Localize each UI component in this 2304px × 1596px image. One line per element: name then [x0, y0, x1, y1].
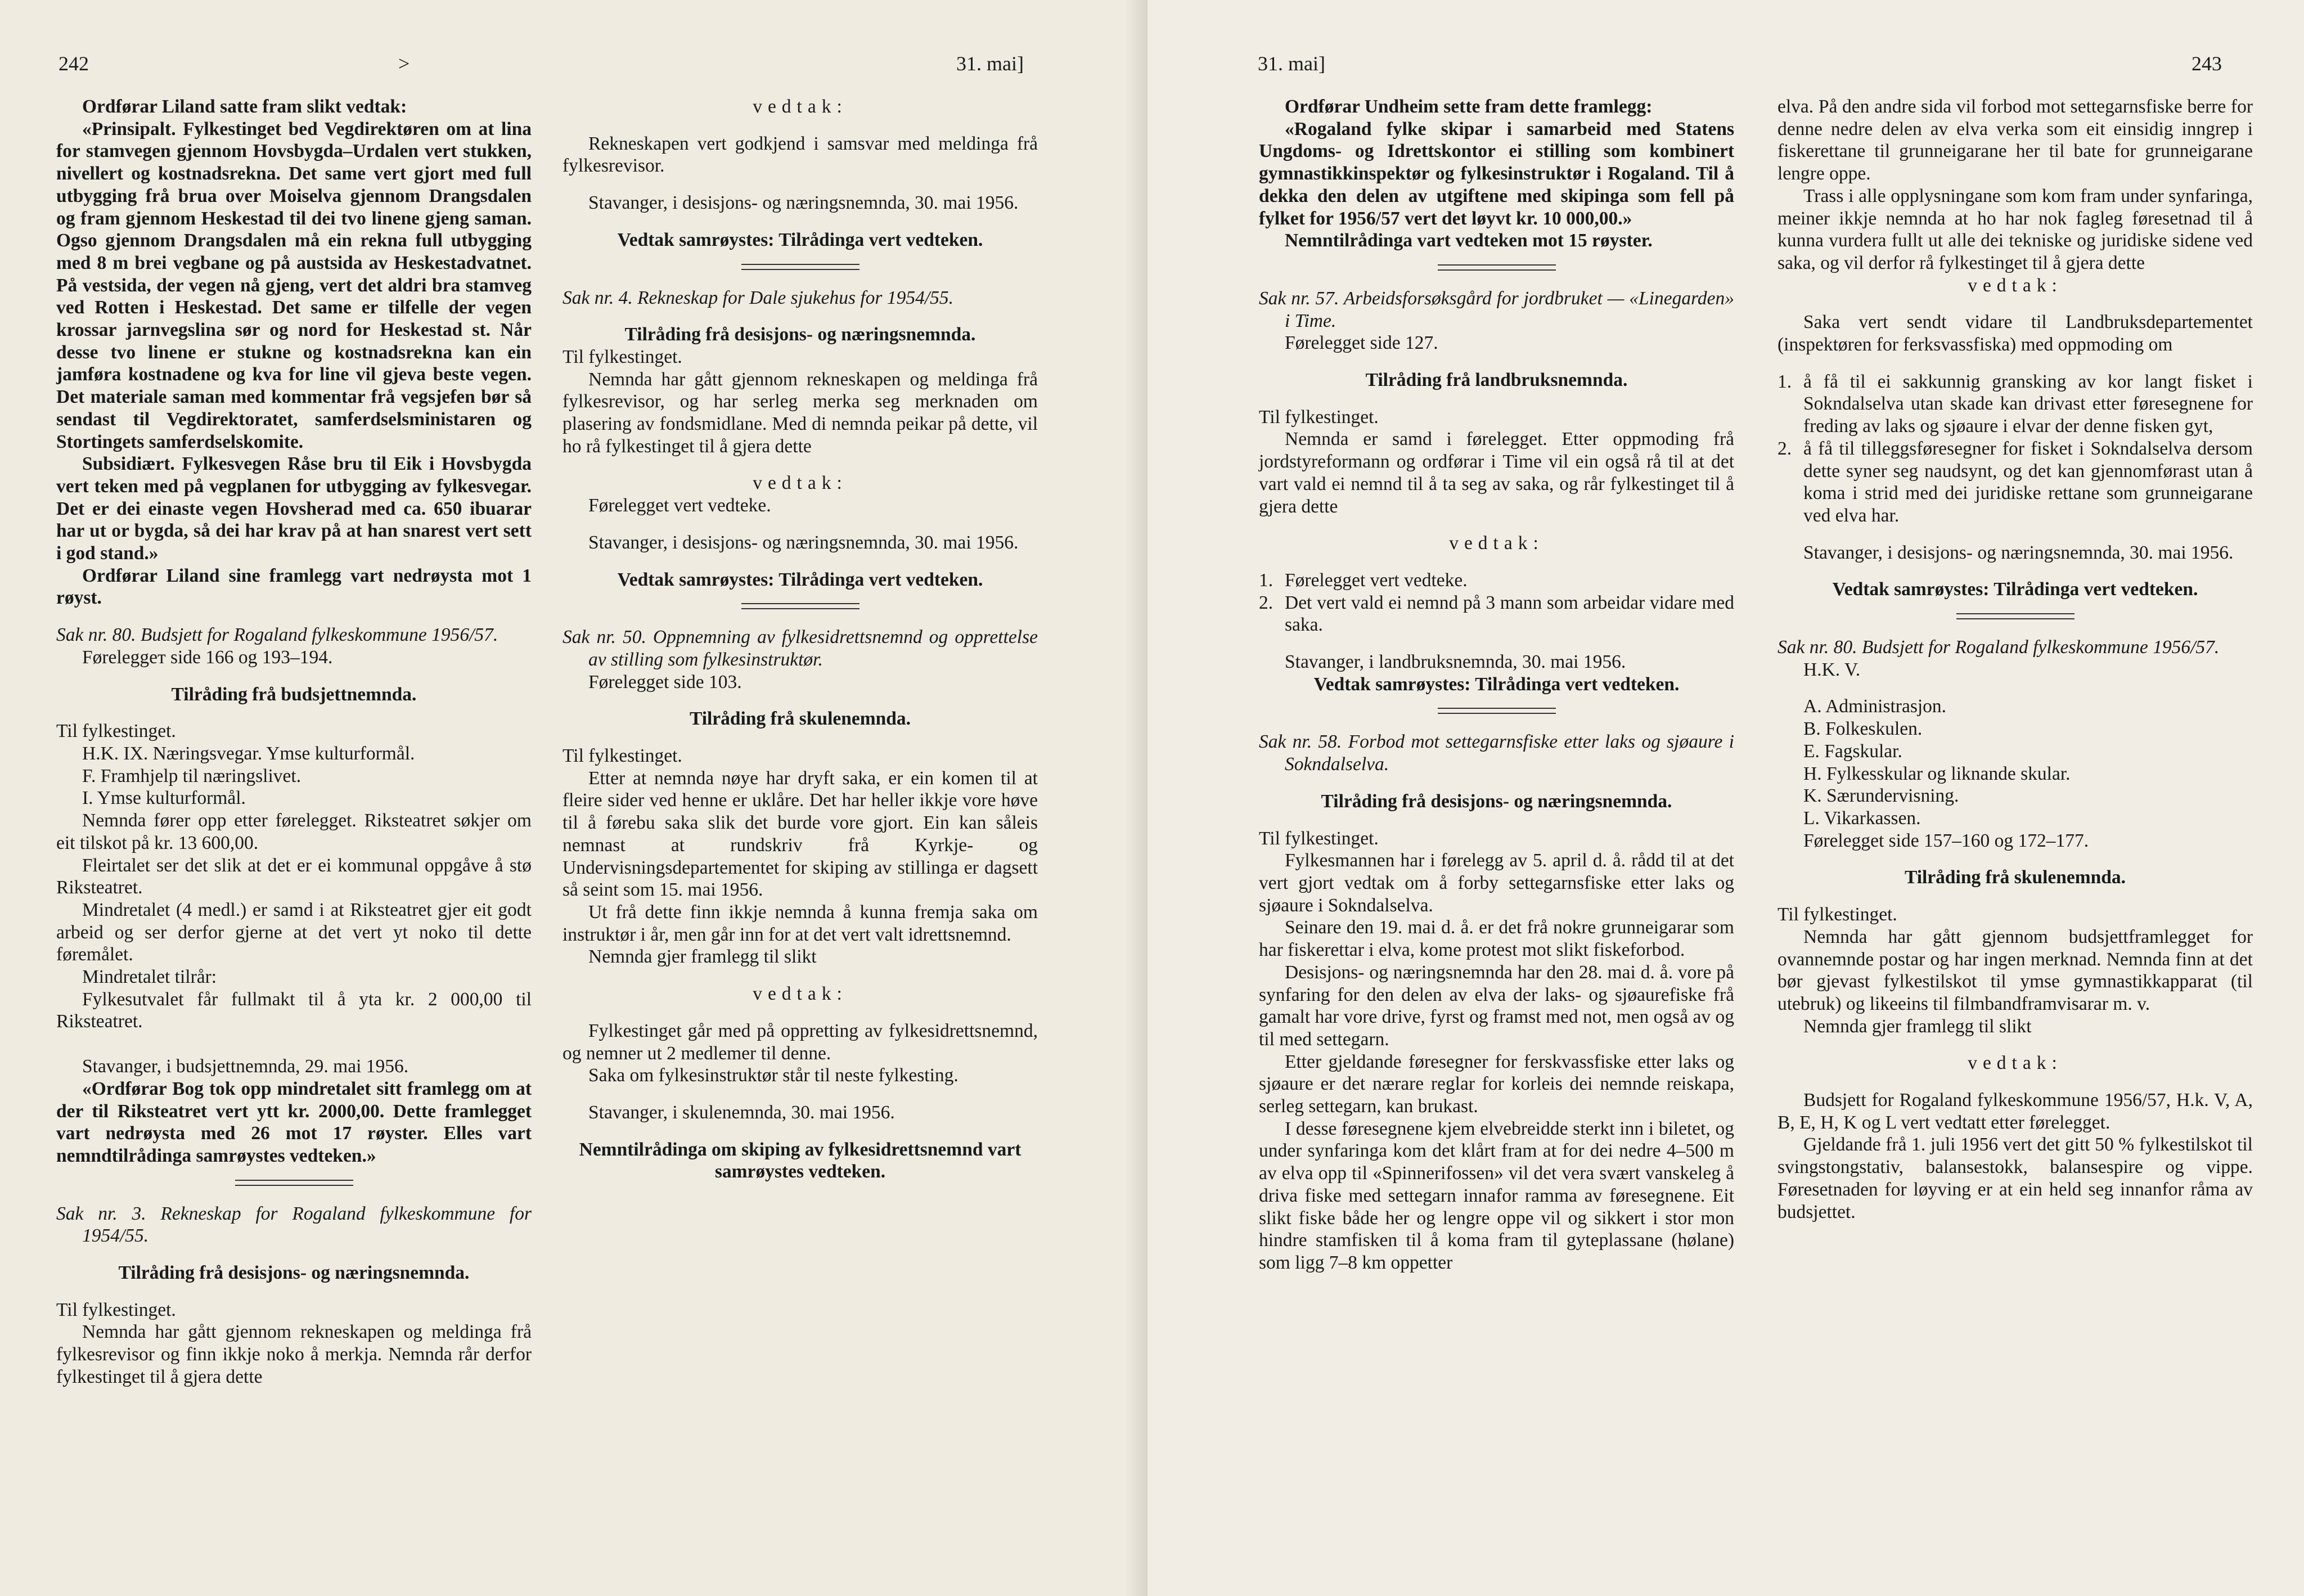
vedtak-label: vedtak:	[1449, 533, 1544, 554]
section-divider	[1956, 613, 2074, 619]
paragraph: Desisjons- og næringsnemnda har den 28. mai d. å. vore på synfaring for den delen av elva der laks- og sjøaurefiske frå gamalt har vore drive, fyrst og framst med not, men også av og til med settegarn.	[1259, 961, 1734, 1050]
right-page-column-1	[1259, 96, 1734, 1274]
paragraph: Fylkesmannen har i førelegg av 5. april d. å. rådd til at det vert gjort vedtak om å forby settegarnsfiske etter laks og sjøaure i Sokndalselva.	[1259, 850, 1734, 916]
paragraph: Saka om fylkesinstruktør står til neste fylkesting.	[588, 1065, 958, 1086]
page-number: 242	[58, 52, 89, 75]
vedtak-label: vedtak:	[1968, 1053, 2063, 1074]
paragraph: Ut frå dette finn ikkje nemnda å kunna fremja saka om instruktør i år, men går inn for at det vert valt idrettsnemnd.	[562, 901, 1038, 945]
list-number: 1.	[1259, 569, 1274, 591]
case-heading: Sak nr. 50. Oppnemning av fylkesidrettsnemnd og opprettelse av stilling som fylkesinstruktør.	[562, 627, 1038, 670]
paragraph: Føreleggeт side 166 og 193–194.	[82, 646, 333, 668]
running-header: 31. mai]	[956, 52, 1024, 75]
section-heading: Tilråding frå desisjons- og næringsnemnda.	[1321, 790, 1672, 812]
paragraph: Etter gjeldande føresegner for ferskvassfiske etter laks og sjøaure er det nærare reglar for korleis dei nemnde reiskapa, serleg settegarn, kan brukast.	[1259, 1051, 1734, 1117]
paragraph: Førelegget vert vedteke.	[588, 495, 771, 516]
list-item	[1778, 438, 2253, 527]
case-heading: Sak nr. 80. Budsjett for Rogaland fylkeskommune 1956/57.	[56, 624, 498, 646]
list-item: K. Særundervisning.	[1803, 785, 1959, 807]
signature-line: Stavanger, i desisjons- og næringsnemnda, 30. mai 1956.	[1803, 542, 2234, 563]
left-page-column-1	[56, 96, 532, 1388]
vedtak-label: vedtak:	[753, 983, 848, 1005]
case-heading: Sak nr. 58. Forbod mot settegarnsfiske etter laks og sjøaure i Sokndalselva.	[1259, 731, 1734, 775]
case-heading: Sak nr. 4. Rekneskap for Dale sjukehus for 1954/55.	[562, 287, 954, 308]
paragraph: Til fylkestinget.	[56, 1299, 176, 1320]
paragraph: Til fylkestinget.	[1259, 828, 1379, 849]
paragraph: Gjeldande frå 1. juli 1956 vert det gitt 50 % fylkestilskot til svingstongstativ, balansestokk, balansespire og vippe. Føresetnaden for løyving er at ein held seg innanfor råma av budsjettet.	[1778, 1134, 2253, 1222]
page-number: 243	[2192, 52, 2222, 75]
paragraph: Til fylkestinget.	[1778, 904, 1897, 925]
signature-line: Stavanger, i desisjons- og næringsnemnda, 30. mai 1956.	[588, 532, 1019, 553]
vedtak-label: vedtak:	[753, 96, 848, 117]
decision-line: Vedtak samrøystes: Tilrådinga vert vedteken.	[1313, 673, 1680, 695]
paragraph: Nemnda har gått gjennom budsjettframlegget for ovannemnde postar og har ingen merknad. Nemnda finn at det bør gjevast fylkestilskot til ymse gymnastikkapparat (til utebruk) og likeeins til filmbandframvisarar m. v.	[1778, 926, 2253, 1014]
page-mark: >	[398, 52, 410, 75]
list-item: B. Folkeskulen.	[1803, 718, 1923, 740]
paragraph: Førelegget side 157–160 og 172–177.	[1803, 830, 2089, 851]
section-divider	[1438, 264, 1556, 271]
paragraph: I desse føresegnene kjem elvebreidde sterkt inn i biletet, og under synfaringa kom det klårt fram at for dei nedre 4–500 m av elva opp til «Spinnerifossen» vil det vera svært vanskeleg å driva fiske med settegarn innafor ramma av føresegnene. Eit slikt fiske både her og lengre oppe vil og sikkert i stor mon hindre stamfisken til å koma fram til gyteplassane (hølane) som ligg 7–8 km oppetter	[1259, 1118, 1734, 1273]
paragraph: «Ordførar Bog tok opp mindretalet sitt framlegg om at der til Riksteatret vert ytt kr. 2000,00. Dette framlegget vart nedrøysta med 26 mot 17 røyster. Elles vart nemndtilrådinga samrøystes vedteken.»	[56, 1078, 532, 1166]
left-page	[0, 0, 1148, 1596]
signature-line: Stavanger, i budsjettnemnda, 29. mai 1956.	[82, 1056, 409, 1077]
list-text: Førelegget vert vedteke.	[1285, 569, 1468, 591]
list-text: å få til tilleggsføresegner for fisket i Sokndalselva dersom dette syner seg naudsynt, og det kan gjennomførast utan å koma i strid med dei juridiske rettane som grunneigarane ved elva har.	[1803, 438, 2253, 526]
list-item: L. Vikarkassen.	[1803, 807, 1921, 829]
paragraph: H.K. IX. Næringsvegar. Ymse kulturformål.	[82, 743, 415, 764]
decision-line: Vedtak samrøystes: Tilrådinga vert vedteken.	[1832, 579, 2198, 600]
paragraph: Førelegget side 103.	[588, 671, 742, 693]
decision-line: Vedtak samrøystes: Tilrådinga vert vedteken.	[617, 229, 983, 250]
section-heading: Tilråding frå desisjons- og næringsnemnda.	[624, 324, 976, 345]
paragraph: Ordførar Liland satte fram slikt vedtak:	[82, 96, 407, 117]
paragraph: Seinare den 19. mai d. å. er det frå nokre grunneigarar som har fiskerettar i elva, kome protest mot slikt fiskeforbod.	[1259, 917, 1734, 961]
paragraph: Nemnda fører opp etter førelegget. Riksteatret søkjer om eit tilskot på kr. 13 600,00.	[56, 810, 532, 853]
paragraph: Til fylkestinget.	[1259, 406, 1379, 428]
paragraph: elva. På den andre sida vil forbod mot settegarnsfiske berre for denne nedre delen av elva verka som eit einsidig inngrep i fiskerettane til grunneigarane her til bate for grunneigarane lengre oppe.	[1778, 96, 2253, 185]
paragraph: Nemntilrådinga vart vedteken mot 15 røyster.	[1285, 230, 1653, 251]
paragraph: Til fylkestinget.	[56, 721, 176, 742]
paragraph: Til fylkestinget.	[562, 745, 682, 767]
paragraph: «Rogaland fylke skipar i samarbeid med Statens Ungdoms- og Idrettskontor ei stilling som kombinert gymnastikkinspektør og fylkesinstruktør i Rogaland. Til å dekka den delen av utgiftene med skipinga som fell på fylket for 1956/57 vert det løyvt kr. 10 000,00.»	[1259, 118, 1734, 229]
signature-line: Stavanger, i skulenemnda, 30. mai 1956.	[588, 1102, 895, 1123]
paragraph: Subsidiært. Fylkesvegen Råse bru til Eik i Hovsbygda vert teken med på vegplanen for utbygging av fylkesvegar. Det er dei einaste vegen Hovsherad med ca. 650 ibuarar har ut or bygda, så dei har krav på at han snarest vert sett i god stand.»	[56, 453, 532, 564]
section-divider	[741, 603, 860, 609]
paragraph: Nemnda gjer framlegg til slikt	[588, 946, 817, 968]
list-text: å få til ei sakkunnig gransking av kor langt fisket i Sokndalselva utan skade kan drivast etter føresegnene for freding av laks og sjøaure i elvar der denne fisken gyt,	[1803, 371, 2253, 437]
paragraph: H.K. V.	[1803, 659, 1861, 680]
paragraph: «Prinsipalt. Fylkestinget bed Vegdirektøren om at lina for stamvegen gjennom Hovsbygda–Urdalen vert stukken, nivellert og kostnadsrekna. Det same vert gjort med full utbygging frå brua over Moiselva gjennom Drangsdalen og fram gjennom Heskestad til dei tvo linene gjeng saman. Ogso gjennom Drangsdalen må ein rekna full utbygging med 8 m brei vegbane og på austsida av Heskestadvatnet. På vestsida, der vegen nå gjeng, vert det aldri bra stamveg ved Rotten i Heskestad. Det same er tilfelle der vegen krossar jarnvegslina sør og nord for Heskestad st. Når desse tvo linene er stukne og kostnadsrekna kan ein jamføra kostnadene og kva for line vil gjeva beste vegen. Det materiale saman med kommentar frå vegsjefen bør så sendast til Vegdirektoratet, samferdselsministaren og Stortingets samferdselskomite.	[56, 118, 532, 452]
paragraph: Etter at nemnda nøye har dryft saka, er ein komen til at fleire sider ved henne er uklåre. Det har heller ikkje vore høve til å førebu saka slik det burde vore gjort. Ein kan såleis nemnast at rundskriv frå Kyrkje- og Undervisningsdepartementet for skiping av stillinga er dagsett så seint som 15. mai 1956.	[562, 767, 1038, 901]
paragraph: Budsjett for Rogaland fylkeskommune 1956/57, H.k. V, A, B, E, H, K og L vert vedtatt etter førelegget.	[1778, 1090, 2253, 1133]
case-heading: Sak nr. 57. Arbeidsforsøksgård for jordbruket — «Linegarden» i Time.	[1259, 287, 1734, 331]
signature-line: Stavanger, i desisjons- og næringsnemnda, 30. mai 1956.	[588, 192, 1019, 214]
section-heading: Tilråding frå budsjettnemnda.	[171, 684, 417, 705]
signature-line: Stavanger, i landbruksnemnda, 30. mai 1956.	[1285, 651, 1626, 673]
paragraph: Fleirtalet ser det slik at det er ei kommunal oppgåve å stø Riksteatret.	[56, 855, 532, 898]
paragraph: Rekneskapen vert godkjend i samsvar med meldinga frå fylkesrevisor.	[562, 133, 1038, 177]
list-number: 1.	[1778, 371, 1792, 392]
list-item: E. Fagskular.	[1803, 740, 1902, 762]
paragraph: Fylkesutvalet får fullmakt til å yta kr. 2 000,00 til Riksteatret.	[56, 988, 532, 1032]
paragraph: Til fylkestinget.	[562, 346, 682, 367]
list-item	[1259, 592, 1734, 636]
section-heading: Tilråding frå desisjons- og næringsnemnda.	[118, 1262, 470, 1284]
list-item	[1259, 569, 1734, 592]
list-number: 2.	[1259, 592, 1274, 613]
section-heading: Tilråding frå skulenemnda.	[1904, 867, 2126, 888]
paragraph: Førelegget side 127.	[1285, 332, 1438, 354]
paragraph: Trass i alle opplysningane som kom fram under synfaringa, meiner ikkje nemnda at ho har nok fagleg føresetnad til å kunna vurdera fullt ut alle dei tekniske og juridiske sidene ved saka, og vil derfor rå fylkestinget til å gjera dette	[1778, 185, 2253, 273]
paragraph: F. Framhjelp til næringslivet.	[82, 765, 302, 786]
paragraph: Nemnda har gått gjennom rekneskapen og meldinga frå fylkesrevisor, og har serleg merka seg merknaden om plasering av fondsmidlane. Med di nemnda peikar på dette, vil ho rå fylkestinget til å gjera dette	[562, 368, 1038, 457]
case-heading: Sak nr. 80. Budsjett for Rogaland fylkeskommune 1956/57.	[1778, 637, 2220, 658]
paragraph: Nemnda har gått gjennom rekneskapen og meldinga frå fylkesrevisor og finn ikkje noko å merkja. Nemnda rår derfor fylkestinget til å gjera dette	[56, 1321, 532, 1387]
decision-line: Vedtak samrøystes: Tilrådinga vert vedteken.	[617, 569, 983, 590]
vedtak-label: vedtak:	[1968, 275, 2063, 296]
paragraph: Saka vert sendt vidare til Landbruksdepartementet (inspektøren for ferksvassfiska) med oppmoding om	[1778, 312, 2253, 356]
section-divider	[741, 264, 860, 270]
section-divider	[1438, 708, 1556, 714]
section-divider	[235, 1180, 353, 1186]
running-header: 31. mai]	[1258, 52, 1325, 75]
section-heading: Tilråding frå landbruksnemnda.	[1365, 370, 1628, 391]
list-text: Det vert vald ei nemnd på 3 mann som arbeidar vidare med saka.	[1285, 592, 1734, 636]
paragraph: I. Ymse kulturformål.	[82, 788, 246, 809]
right-page	[1148, 0, 2304, 1596]
decision-line: Nemntilrådinga om skiping av fylkesidrettsnemnd vart samrøystes vedteken.	[579, 1139, 1022, 1183]
right-page-column-2	[1778, 96, 2253, 1223]
list-number: 2.	[1778, 438, 1792, 459]
paragraph: Mindretalet tilrår:	[82, 966, 217, 988]
vedtak-label: vedtak:	[753, 473, 848, 494]
section-heading: Tilråding frå skulenemnda.	[689, 708, 911, 730]
list-item	[1778, 371, 2253, 438]
list-item: H. Fylkesskular og liknande skular.	[1803, 763, 2071, 784]
case-heading: Sak nr. 3. Rekneskap for Rogaland fylkeskommune for 1954/55.	[56, 1203, 532, 1247]
paragraph: Ordførar Liland sine framlegg vart nedrøysta mot 1 røyst.	[56, 565, 532, 609]
paragraph: Mindretalet (4 medl.) er samd i at Riksteatret gjer eit godt arbeid og ser derfor gjerne at det vert yt noko til dette føremålet.	[56, 899, 532, 965]
paragraph: Fylkestinget går med på oppretting av fylkesidrettsnemnd, og nemner ut 2 medlemer til denne.	[562, 1020, 1038, 1064]
paragraph: Nemnda gjer framlegg til slikt	[1803, 1015, 2032, 1037]
list-item: A. Administrasjon.	[1803, 696, 1947, 717]
paragraph: Nemnda er samd i førelegget. Etter oppmoding frå jordstyreformann og ordførar i Time vil ein også rå til at det vart vald ei nemnd til å ta seg av saka, og rår fylkestinget til å gjera dette	[1259, 429, 1734, 517]
paragraph: Ordførar Undheim sette fram dette framlegg:	[1285, 96, 1653, 117]
left-page-column-2	[562, 96, 1038, 1183]
